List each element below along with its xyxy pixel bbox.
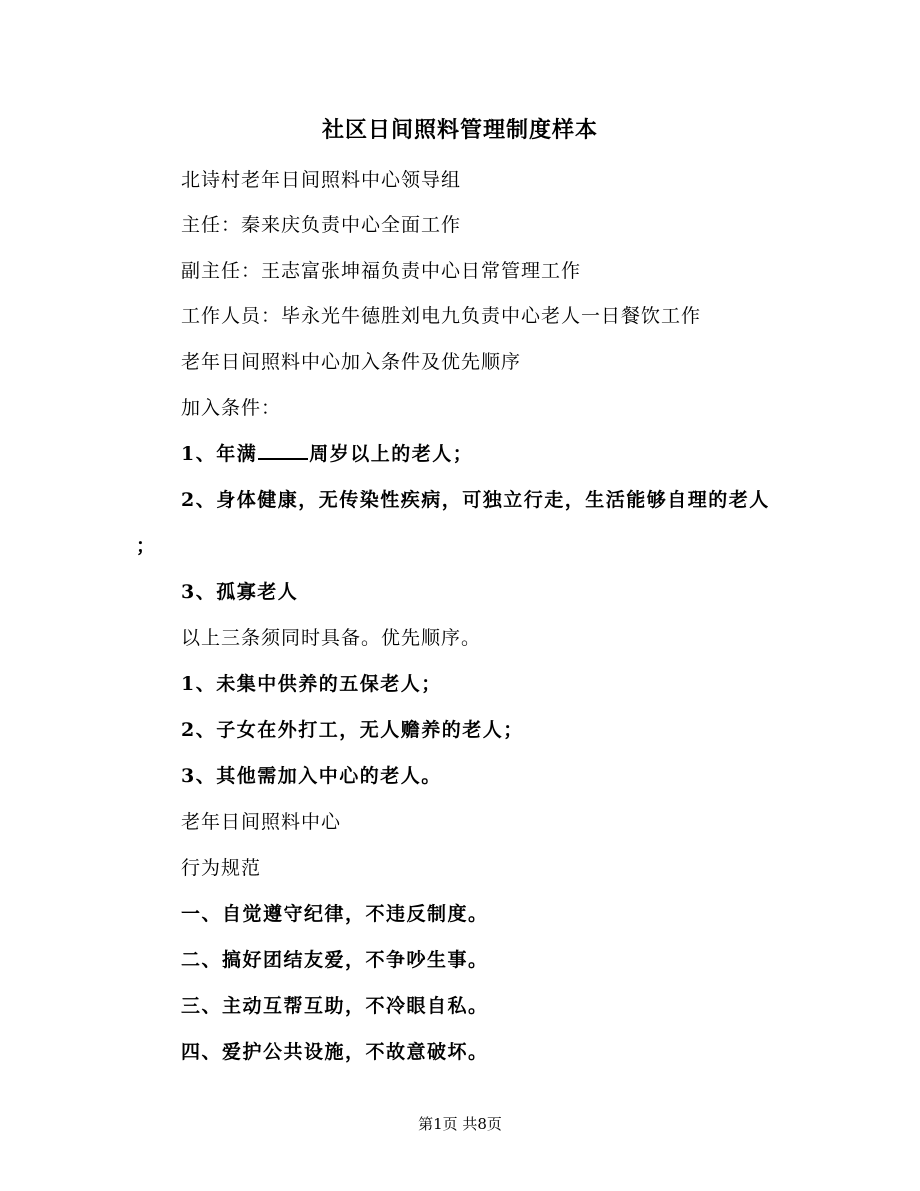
admission-heading: 老年日间照料中心加入条件及优先顺序 (181, 351, 522, 373)
document-title: 社区日间照料管理制度样本 (321, 117, 598, 143)
priority-item-1: 1、未集中供养的五保老人； (181, 673, 442, 695)
admission-conditions-label: 加入条件： (181, 397, 282, 419)
condition-3: 3、孤寡老人 (181, 581, 299, 603)
condition-1 (181, 440, 473, 468)
conduct-heading: 行为规范 (181, 857, 262, 879)
conduct-rule-3: 三、主动互帮互助，不冷眼自私。 (181, 995, 489, 1017)
requirement-note: 以上三条须同时具备。优先顺序。 (181, 627, 482, 649)
director-line: 主任：秦来庆负责中心全面工作 (181, 214, 462, 236)
center-name: 老年日间照料中心 (181, 811, 342, 833)
conduct-rule-4: 四、爱护公共设施，不故意破坏。 (181, 1041, 489, 1063)
condition-1-suffix: 周岁以上的老人； (309, 443, 474, 465)
age-blank-field (258, 444, 308, 460)
priority-item-2: 2、子女在外打工，无人赡养的老人； (181, 719, 524, 741)
staff-line: 工作人员：毕永光牛德胜刘电九负责中心老人一日餐饮工作 (181, 305, 702, 327)
condition-2-continuation: ； (136, 535, 157, 557)
condition-1-prefix: 1、年满 (181, 443, 258, 465)
page-number: 第1页 共8页 (418, 1115, 502, 1133)
conduct-rule-2: 二、搞好团结友爱，不争吵生事。 (181, 949, 489, 971)
conduct-rule-1: 一、自觉遵守纪律，不违反制度。 (181, 903, 489, 925)
deputy-director-line: 副主任：王志富张坤福负责中心日常管理工作 (181, 260, 582, 282)
condition-2: 2、身体健康，无传染性疾病，可独立行走，生活能够自理的老人 (181, 489, 770, 511)
leadership-group-heading: 北诗村老年日间照料中心领导组 (181, 169, 462, 191)
priority-item-3: 3、其他需加入中心的老人。 (181, 765, 442, 787)
